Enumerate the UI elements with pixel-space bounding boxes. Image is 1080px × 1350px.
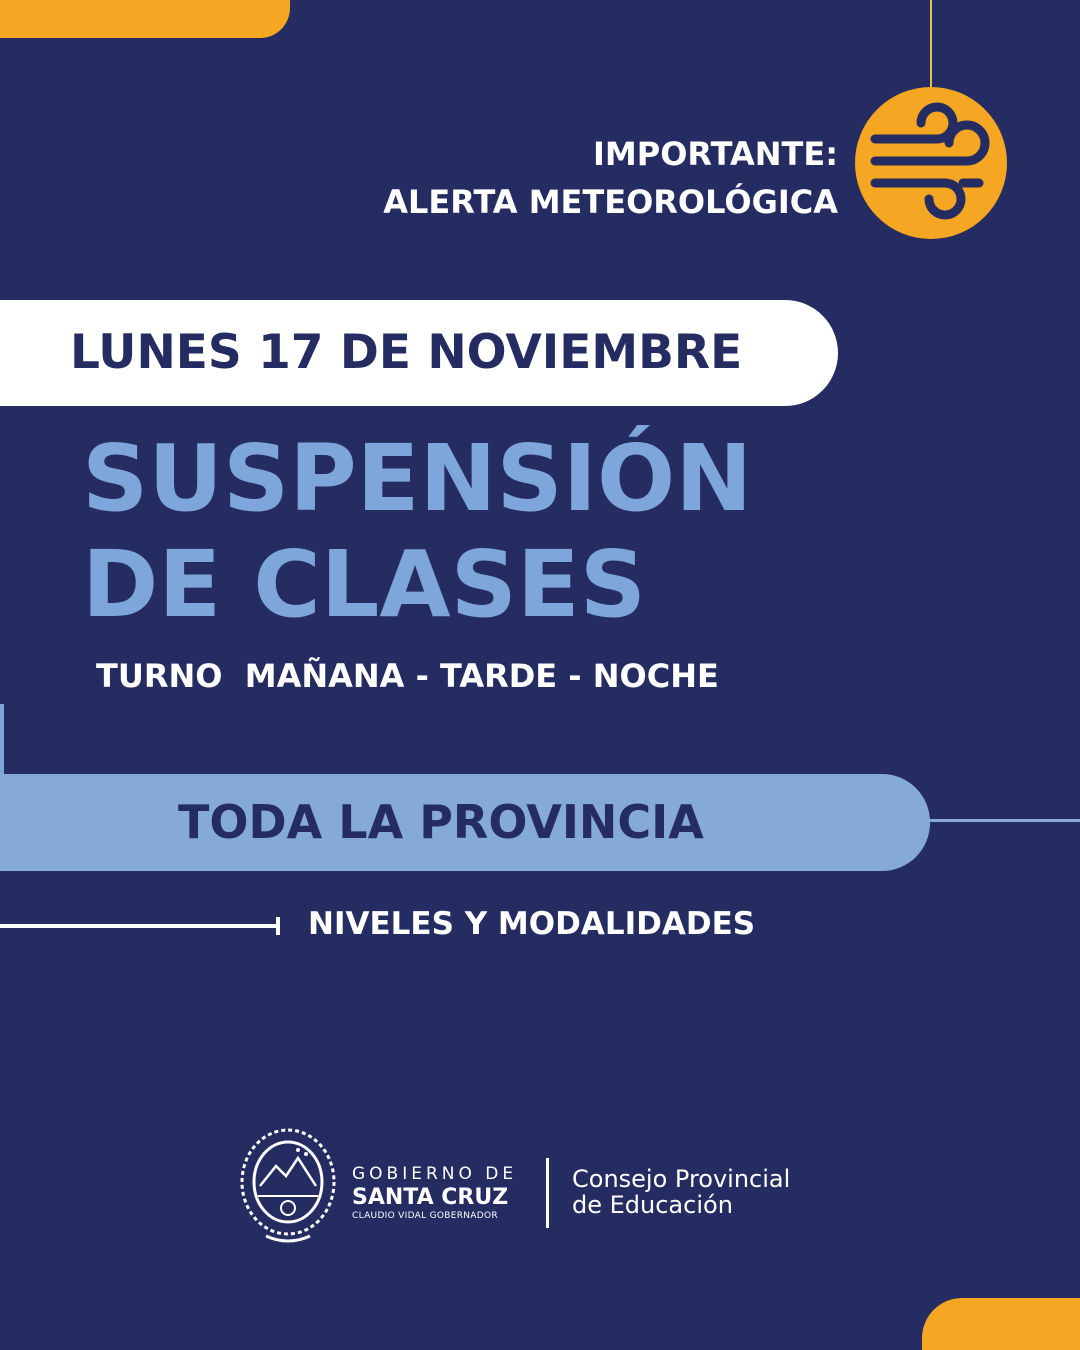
orange-corner-top (0, 0, 290, 38)
province-seal-icon (236, 1124, 340, 1244)
alert-line-1: IMPORTANTE: (593, 135, 838, 173)
logo-divider (546, 1158, 549, 1228)
council-label (572, 1166, 872, 1218)
weather-alert-heading (238, 130, 838, 226)
government-label-sub: CLAUDIO VIDAL GOBERNADOR (352, 1211, 498, 1221)
headline-line-1: SUSPENSIÓN (82, 425, 753, 532)
levels-line (0, 924, 278, 928)
icon-hanger-line (930, 0, 932, 88)
levels-label: NIVELES Y MODALIDADES (308, 906, 756, 942)
suspension-headline (82, 426, 982, 638)
wind-icon (855, 87, 1007, 239)
levels-line-cap (276, 917, 280, 935)
government-label-top: GOBIERNO DE (352, 1164, 518, 1184)
scope-banner-line (928, 819, 1080, 822)
scope-label: TODA LA PROVINCIA (178, 795, 704, 849)
council-line-2: de Educación (572, 1191, 733, 1219)
alert-line-2: ALERTA METEOROLÓGICA (383, 183, 838, 221)
decorative-tick (0, 704, 4, 774)
shifts-label: TURNO MAÑANA - TARDE - NOCHE (96, 657, 719, 695)
government-label-main: SANTA CRUZ (352, 1185, 509, 1210)
orange-corner-bottom (922, 1298, 1080, 1350)
date-label: LUNES 17 DE NOVIEMBRE (70, 325, 743, 380)
headline-line-2: DE CLASES (82, 531, 646, 638)
council-line-1: Consejo Provincial (572, 1165, 791, 1193)
